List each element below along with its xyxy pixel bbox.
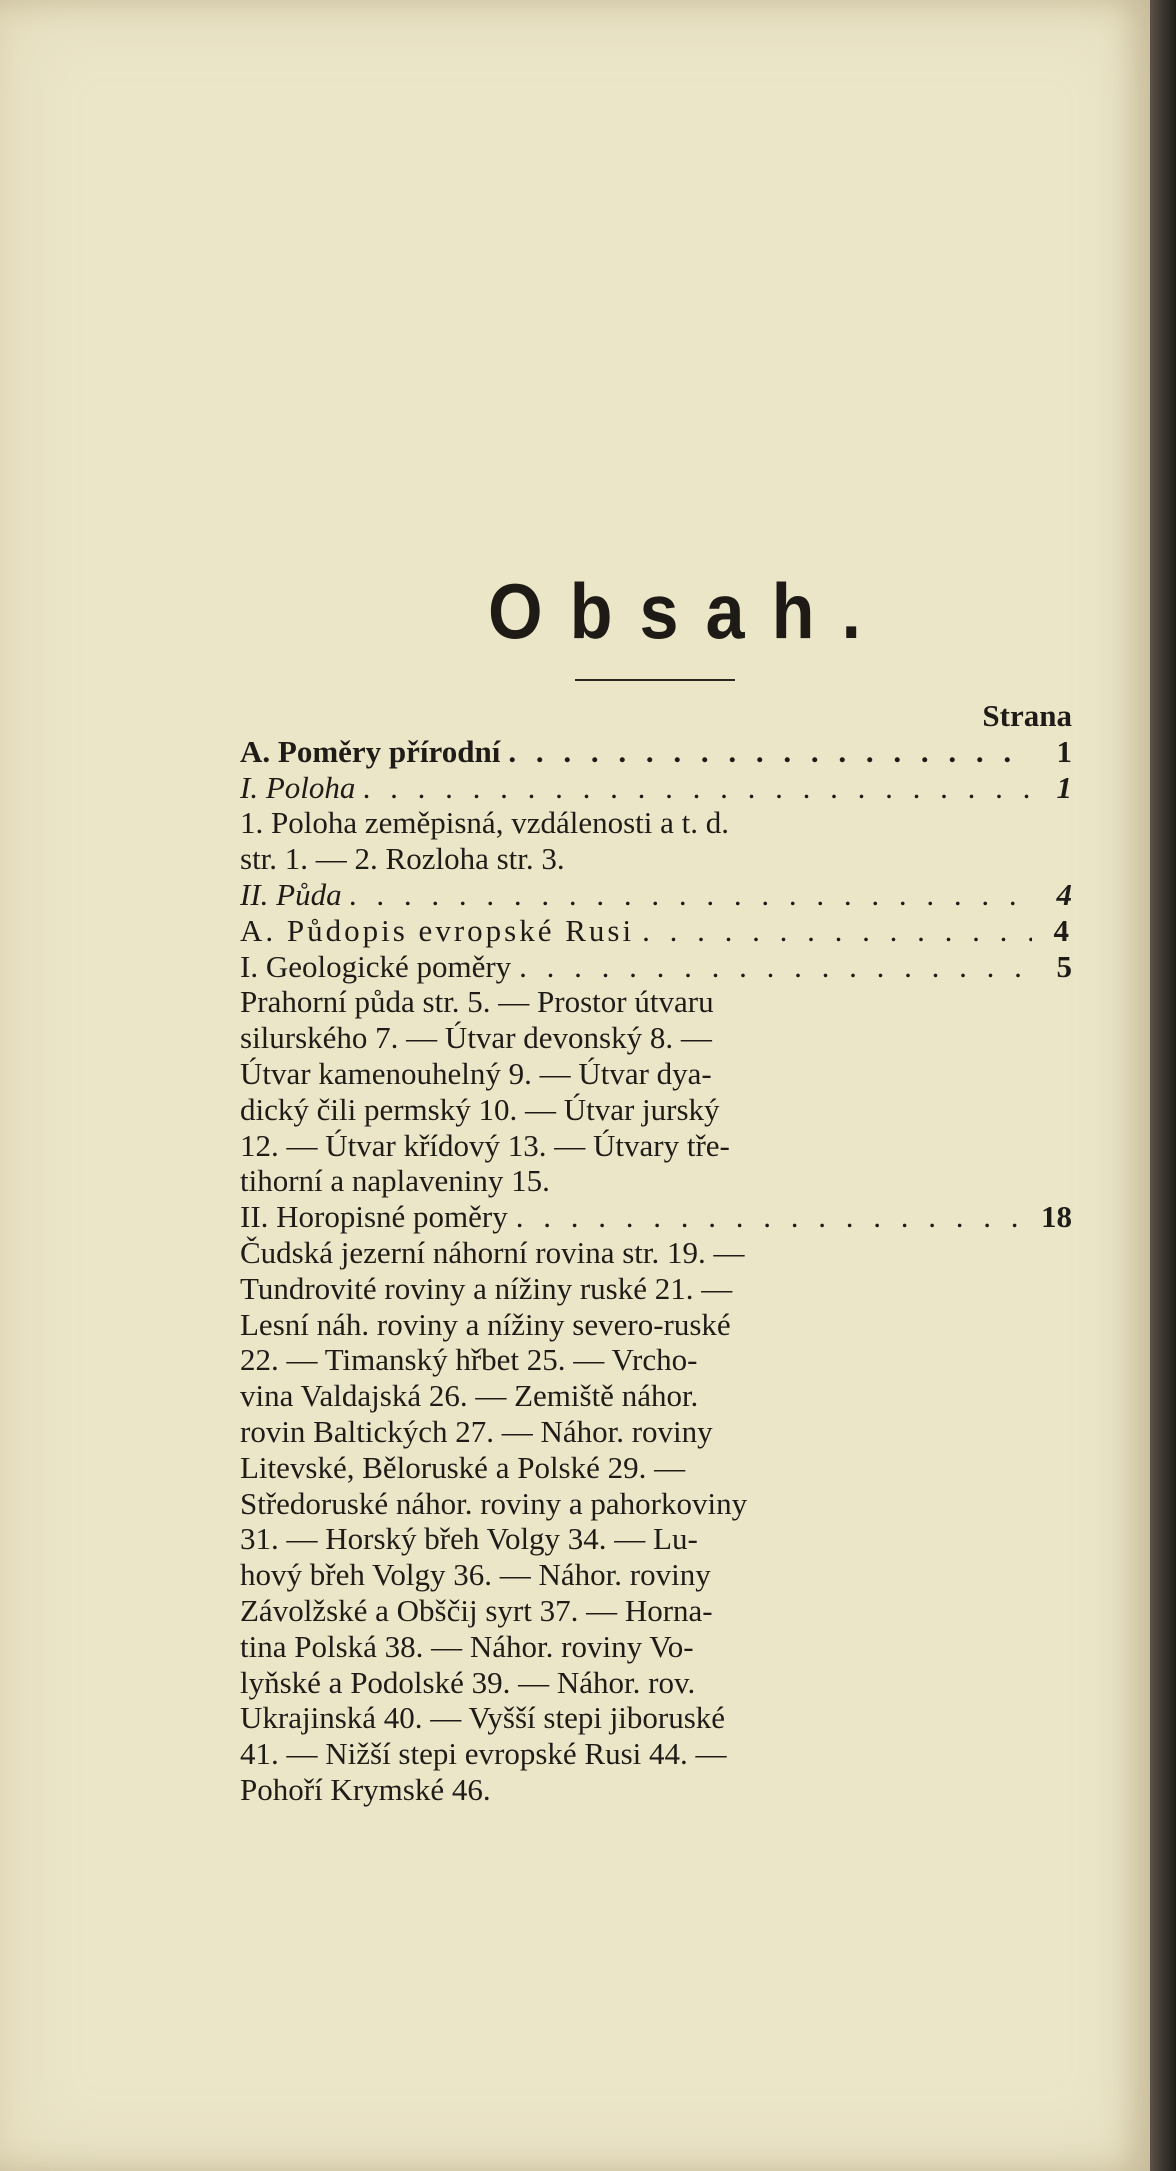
- toc-entry-label: I. Poloha: [240, 769, 356, 805]
- leader-dots: [519, 949, 1032, 985]
- page-title: Obsah.: [488, 567, 888, 655]
- toc-entry-page: 1: [1056, 733, 1072, 769]
- toc-desc-line: 41. — Nižší stepi evropské Rusi 44. —: [240, 1736, 727, 1772]
- toc-desc-line: Pohoří Krymské 46.: [240, 1771, 491, 1807]
- toc-desc-line: Útvar kamenouhelný 9. — Útvar dya-: [240, 1055, 712, 1091]
- toc-desc-line: dický čili permský 10. — Útvar jurský: [240, 1091, 720, 1127]
- toc-entry-page: 4: [1053, 912, 1072, 948]
- toc-desc-line: Středoruské náhor. roviny a pahorkoviny: [240, 1485, 748, 1521]
- toc-desc-line: lyňské a Podolské 39. — Náhor. rov.: [240, 1664, 696, 1700]
- toc-entry-poloha: [240, 770, 1072, 806]
- toc-desc-line: tina Polská 38. — Náhor. roviny Vo-: [240, 1628, 694, 1664]
- toc-desc-line: str. 1. — 2. Rozloha str. 3.: [240, 841, 565, 877]
- toc-entry-label: II. Horopisné poměry: [240, 1199, 508, 1235]
- leader-dots: [350, 877, 1032, 913]
- toc-entry-geologicke: [240, 949, 1072, 985]
- toc-entry-page: 5: [1056, 948, 1072, 984]
- toc-desc-line: vina Valdajská 26. — Zemiště náhor.: [240, 1378, 699, 1414]
- toc-desc-line: tihorní a naplaveniny 15.: [240, 1163, 550, 1199]
- toc-entry-page: 18: [1041, 1199, 1072, 1235]
- toc-entry-puda: [240, 877, 1072, 913]
- book-spine-edge: [1150, 0, 1176, 2171]
- toc-desc-line: rovin Baltických 27. — Náhor. roviny: [240, 1413, 713, 1449]
- toc-desc-line: silurského 7. — Útvar devonský 8. —: [240, 1020, 712, 1056]
- page-column-header: Strana: [982, 698, 1072, 733]
- toc-entry-pudopis: [240, 913, 1072, 949]
- table-of-contents: [240, 698, 1072, 1808]
- leader-dots: [508, 734, 1032, 770]
- toc-entry-label: I. Geologické poměry: [240, 948, 512, 984]
- leader-dots: [516, 1199, 1032, 1235]
- toc-entry-page: 1: [1056, 769, 1072, 805]
- toc-desc-line: Lesní náh. roviny a nížiny severo-ruské: [240, 1306, 731, 1342]
- leader-dots: [642, 913, 1032, 949]
- toc-desc-line: Čudská jezerní náhorní rovina str. 19. —: [240, 1234, 745, 1270]
- toc-entry-label: A. Poměry přírodní: [240, 733, 501, 769]
- toc-desc-line: 31. — Horský břeh Volgy 34. — Lu-: [240, 1521, 698, 1557]
- toc-desc-line: 22. — Timanský hřbet 25. — Vrcho-: [240, 1342, 698, 1378]
- toc-entry-label: II. Půda: [240, 876, 342, 912]
- toc-desc-line: Litevské, Běloruské a Polské 29. —: [240, 1449, 686, 1485]
- toc-desc-line: 1. Poloha zeměpisná, vzdálenosti a t. d.: [240, 805, 729, 841]
- title-divider: [575, 679, 735, 681]
- leader-dots: [363, 770, 1032, 806]
- toc-desc-line: hový břeh Volgy 36. — Náhor. roviny: [240, 1557, 711, 1593]
- toc-desc-line: Tundrovité roviny a nížiny ruské 21. —: [240, 1270, 733, 1306]
- toc-entry-horopisne: [240, 1199, 1072, 1235]
- toc-entry-page: 4: [1056, 876, 1072, 912]
- toc-entry-label: A. Půdopis evropské Rusi: [240, 912, 635, 948]
- toc-desc-line: Závolžské a Obščij syrt 37. — Horna-: [240, 1592, 713, 1628]
- toc-entry-pomery-prirodni: [240, 734, 1072, 770]
- toc-desc-line: 12. — Útvar křídový 13. — Útvary tře-: [240, 1127, 730, 1163]
- toc-desc-line: Prahorní půda str. 5. — Prostor útvaru: [240, 984, 714, 1020]
- toc-desc-line: Ukrajinská 40. — Vyšší stepi jiboruské: [240, 1700, 726, 1736]
